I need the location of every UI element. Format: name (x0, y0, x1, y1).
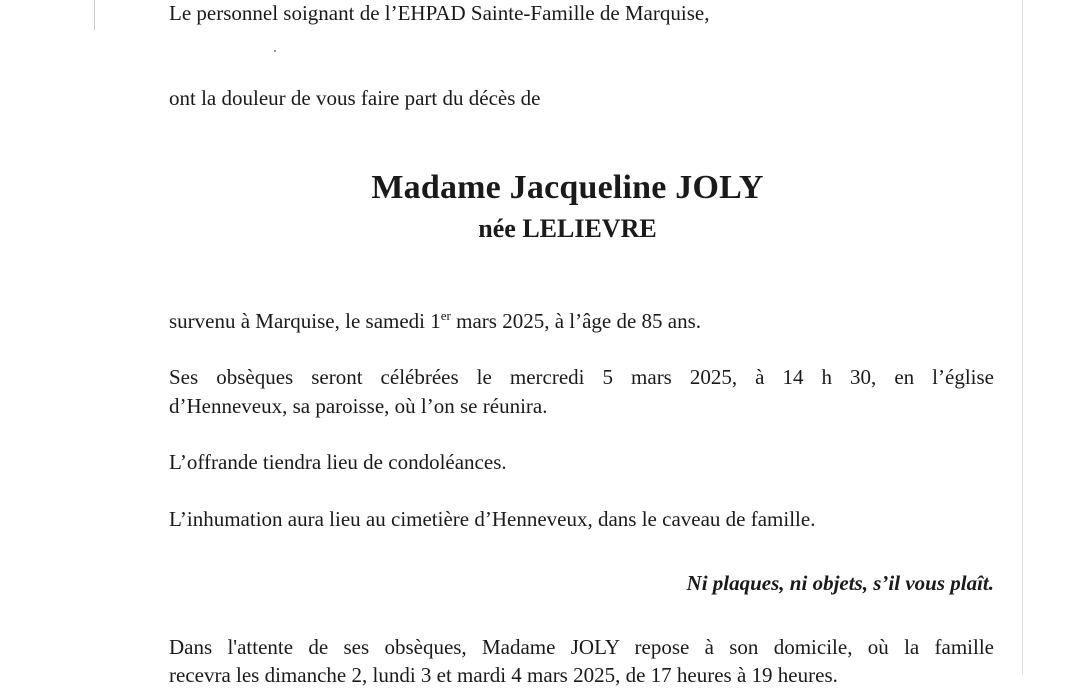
death-ordinal: er (440, 308, 451, 323)
intro-line: ont la douleur de vous faire part du décès de (169, 86, 541, 110)
maiden-name: née LELIEVRE (478, 214, 657, 243)
deceased-name: Madame Jacqueline JOLY (371, 169, 764, 206)
death-line (169, 307, 701, 336)
burial-line: L’inhumation aura lieu au cimetière d’Henneveux, dans le caveau de famille. (169, 507, 816, 531)
no-plaques-line: Ni plaques, ni objets, s’il vous plaît. (686, 571, 994, 595)
offering-line: L’offrande tiendra lieu de condoléances. (169, 450, 507, 474)
death-suffix: mars 2025, à l’âge de 85 ans. (450, 309, 702, 333)
waiting-line-1: Dans l'attente de ses obsèques, Madame JOLY repose à son domicile, où la famille (169, 635, 994, 659)
death-prefix: survenu à Marquise, le samedi 1 (169, 309, 441, 333)
scan-speck (274, 50, 276, 52)
funeral-line-1: Ses obsèques seront célébrées le mercredi 5 mars 2025, à 14 h 30, en l’église (169, 365, 994, 389)
funeral-line-2: d’Henneveux, sa paroisse, où l’on se réunira. (169, 394, 548, 418)
page-edge-line (1022, 0, 1023, 675)
page-margin-line (94, 0, 95, 30)
staff-line: Le personnel soignant de l’EHPAD Sainte-Famille de Marquise, (169, 1, 710, 25)
waiting-line-2: recevra les dimanche 2, lundi 3 et mardi 4 mars 2025, de 17 heures à 19 heures. (169, 663, 838, 687)
